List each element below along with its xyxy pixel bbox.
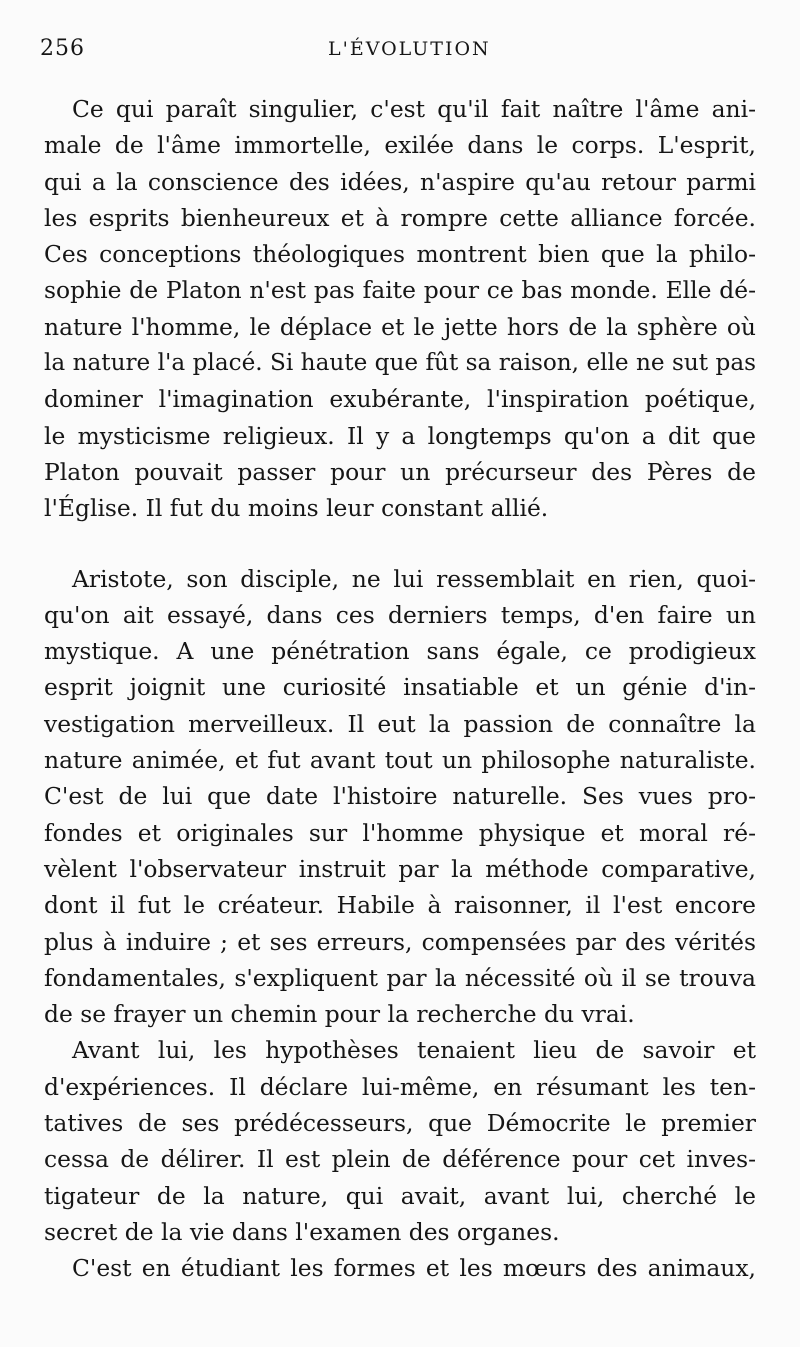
- text-line: l'Église. Il fut du moins leur constant allié.: [44, 494, 549, 523]
- text-line: dont il fut le créateur. Habile à raisonner, il l'est encore: [44, 891, 756, 920]
- running-title: L'ÉVOLUTION: [328, 38, 491, 60]
- text-line: qu'on ait essayé, dans ces derniers temps, d'en faire un: [44, 600, 756, 629]
- paragraph: [44, 1250, 756, 1286]
- text-line: esprit joignit une curiosité insatiable et un génie d'in-: [44, 673, 756, 702]
- body-text: [44, 91, 756, 1287]
- text-line: de se frayer un chemin pour la recherche du vrai.: [44, 1000, 635, 1029]
- paragraph: [44, 91, 756, 527]
- text-line: fondes et originales sur l'homme physique et moral ré-: [44, 818, 756, 847]
- text-line: fondamentales, s'expliquent par la nécessité où il se trouva: [44, 963, 756, 992]
- text-line: Aristote, son disciple, ne lui ressemblait en rien, quoi-: [72, 564, 756, 593]
- page-number: 256: [40, 36, 85, 61]
- text-line: secret de la vie dans l'examen des organes.: [44, 1217, 560, 1246]
- text-line: vestigation merveilleux. Il eut la passion de connaître la: [44, 709, 756, 738]
- text-line: qui a la conscience des idées, n'aspire qu'au retour parmi: [44, 167, 756, 196]
- text-line: Avant lui, les hypothèses tenaient lieu de savoir et: [72, 1036, 756, 1065]
- text-line: male de l'âme immortelle, exilée dans le corps. L'esprit,: [44, 131, 756, 160]
- text-line: les esprits bienheureux et à rompre cette alliance forcée.: [44, 203, 756, 232]
- text-line: sophie de Platon n'est pas faite pour ce bas monde. Elle dé-: [44, 276, 756, 305]
- text-line: mystique. A une pénétration sans égale, ce prodigieux: [44, 637, 756, 666]
- paragraph: [44, 561, 756, 1033]
- paragraph: [44, 1032, 756, 1250]
- text-line: tatives de ses prédécesseurs, que Démocrite le premier: [44, 1109, 756, 1138]
- text-line: C'est en étudiant les formes et les mœurs des animaux,: [72, 1254, 756, 1283]
- text-line: tigateur de la nature, qui avait, avant lui, cherché le: [44, 1181, 756, 1210]
- text-line: nature l'homme, le déplace et le jette hors de la sphère où: [44, 312, 756, 341]
- text-line: vèlent l'observateur instruit par la méthode comparative,: [44, 854, 756, 883]
- text-line: nature animée, et fut avant tout un philosophe naturaliste.: [44, 746, 756, 775]
- text-line: d'expériences. Il déclare lui-même, en résumant les ten-: [44, 1072, 756, 1101]
- text-line: Ce qui paraît singulier, c'est qu'il fait naître l'âme ani-: [72, 95, 756, 123]
- text-line: dominer l'imagination exubérante, l'inspiration poétique,: [44, 385, 756, 414]
- text-line: cessa de délirer. Il est plein de déférence pour cet inves-: [44, 1145, 756, 1174]
- text-line: C'est de lui que date l'histoire naturelle. Ses vues pro-: [44, 782, 756, 811]
- text-line: plus à induire ; et ses erreurs, compensées par des vérités: [44, 927, 756, 956]
- text-line: Platon pouvait passer pour un précurseur des Pères de: [44, 457, 756, 486]
- text-line: Ces conceptions théologiques montrent bien que la philo-: [44, 240, 756, 269]
- paragraph-gap: [44, 527, 756, 561]
- page-header: [40, 36, 750, 76]
- text-line: le mysticisme religieux. Il y a longtemps qu'on a dit que: [44, 421, 756, 450]
- text-line: la nature l'a placé. Si haute que fût sa raison, elle ne sut pas: [44, 350, 756, 377]
